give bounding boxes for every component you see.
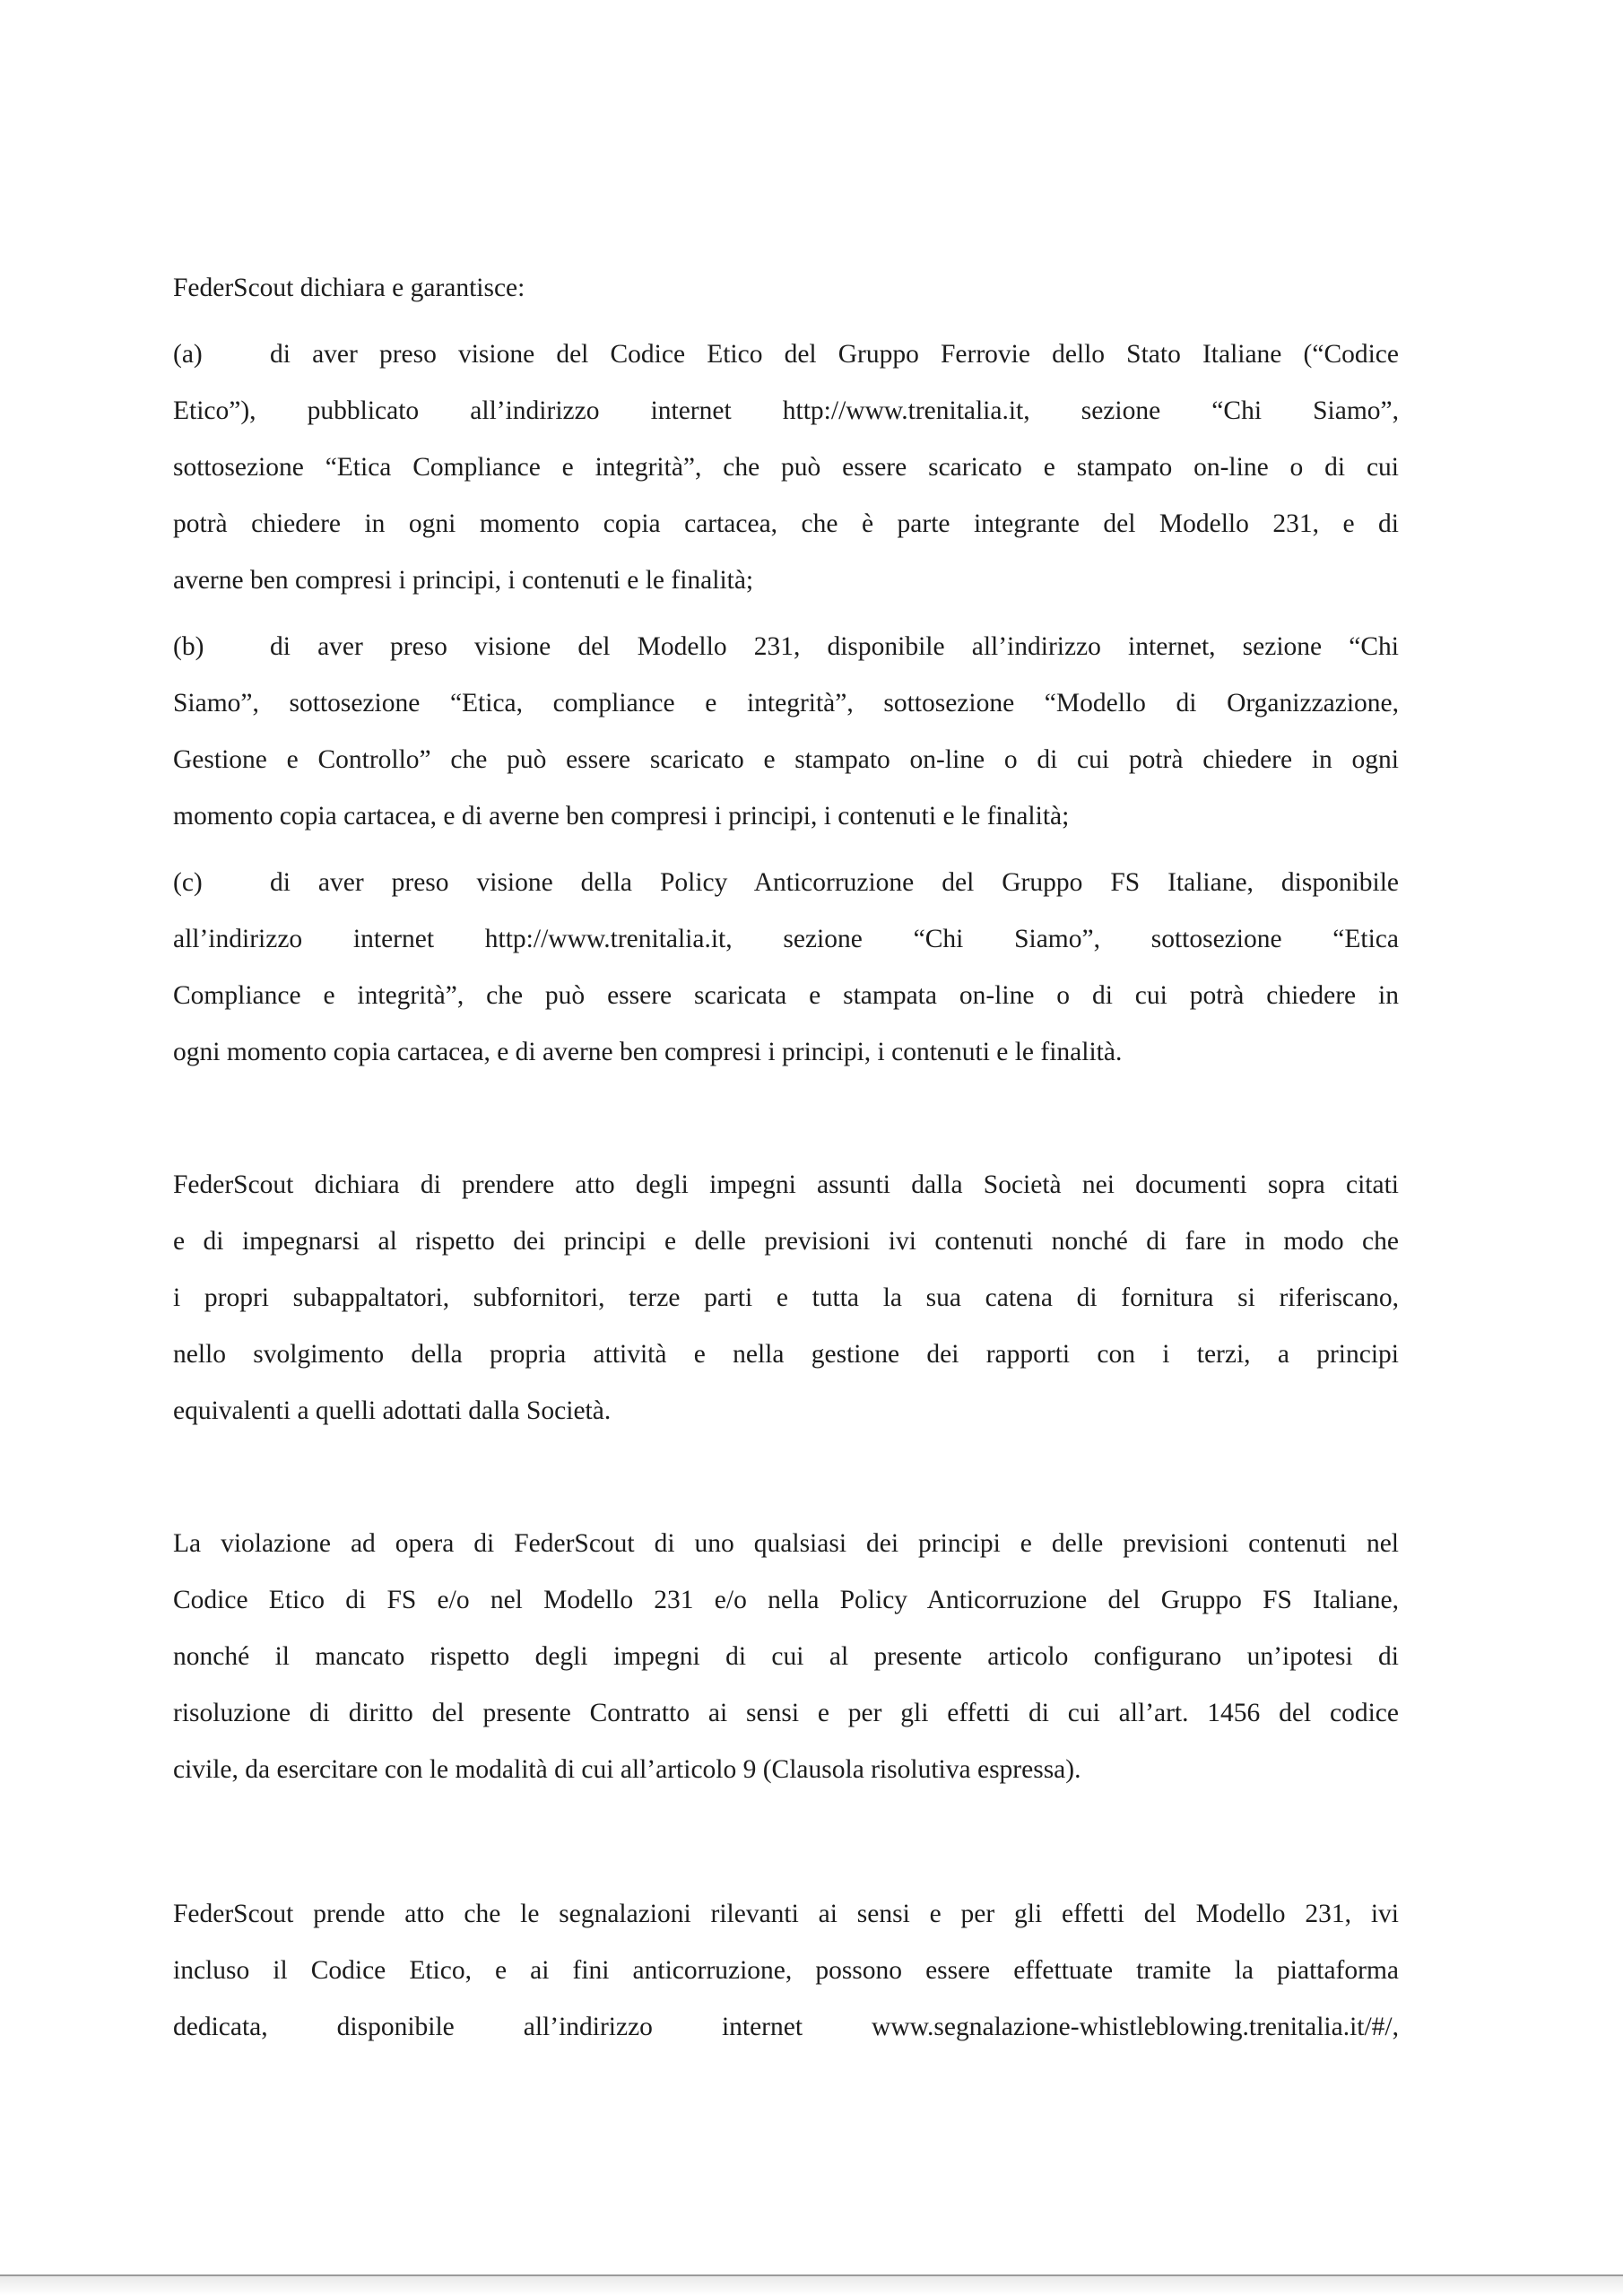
para3-line-3: nonché il mancato rispetto degli impegni di cui al presente articolo configurano un’ipotesi di bbox=[173, 1642, 1399, 1671]
item-c-line-2: all’indirizzo internet http://www.trenitalia.it, sezione “Chi Siamo”, sottosezione “Etica bbox=[173, 925, 1399, 953]
item-b-line-4: momento copia cartacea, e di averne ben compresi i principi, i contenuti e le finalità; bbox=[173, 802, 1070, 831]
item-a-label: (a) bbox=[173, 340, 203, 369]
scan-bottom-shade bbox=[0, 2276, 1623, 2296]
para3-line-1: La violazione ad opera di FederScout di uno qualsiasi dei principi e delle previsioni contenuti nel bbox=[173, 1529, 1399, 1558]
item-c-label: (c) bbox=[173, 868, 203, 897]
para4-line-1: FederScout prende atto che le segnalazioni rilevanti ai sensi e per gli effetti del Modello 231, ivi bbox=[173, 1900, 1399, 1928]
item-a-line-1 bbox=[173, 338, 1399, 370]
para2-line-4: nello svolgimento della propria attività e nella gestione dei rapporti con i terzi, a principi bbox=[173, 1340, 1399, 1369]
item-b-text-1: di aver preso visione del Modello 231, disponibile all’indirizzo internet, sezione “Chi bbox=[270, 632, 1399, 661]
para2-line-3: i propri subappaltatori, subfornitori, terze parti e tutta la sua catena di fornitura si riferiscano, bbox=[173, 1283, 1399, 1312]
item-c-text-1: di aver preso visione della Policy Anticorruzione del Gruppo FS Italiane, disponibile bbox=[270, 868, 1399, 897]
item-b-line-3: Gestione e Controllo” che può essere scaricato e stampato on-line o di cui potrà chiedere in ogni bbox=[173, 745, 1399, 774]
para2-line-2: e di impegnarsi al rispetto dei principi e delle previsioni ivi contenuti nonché di fare in modo che bbox=[173, 1227, 1399, 1256]
item-c-line-4: ogni momento copia cartacea, e di averne ben compresi i principi, i contenuti e le finalità. bbox=[173, 1038, 1123, 1066]
item-b-label: (b) bbox=[173, 632, 204, 661]
item-a-line-4: potrà chiedere in ogni momento copia cartacea, che è parte integrante del Modello 231, e di bbox=[173, 509, 1399, 538]
para4-line-3: dedicata, disponibile all’indirizzo internet www.segnalazione-whistleblowing.trenitalia.it/#/, bbox=[173, 2013, 1399, 2041]
item-b-line-1 bbox=[173, 631, 1399, 663]
item-a-line-2: Etico”), pubblicato all’indirizzo internet http://www.trenitalia.it, sezione “Chi Siamo”, bbox=[173, 396, 1399, 425]
intro-text: FederScout dichiara e garantisce: bbox=[173, 274, 525, 302]
para3-line-5: civile, da esercitare con le modalità di cui all’articolo 9 (Clausola risolutiva espressa). bbox=[173, 1755, 1081, 1784]
para3-line-2: Codice Etico di FS e/o nel Modello 231 e/o nella Policy Anticorruzione del Gruppo FS Italiane, bbox=[173, 1586, 1399, 1614]
para4-line-2: incluso il Codice Etico, e ai fini anticorruzione, possono essere effettuate tramite la piattaforma bbox=[173, 1956, 1399, 1985]
item-a-line-3: sottosezione “Etica Compliance e integrità”, che può essere scaricato e stampato on-line o di cui bbox=[173, 453, 1399, 482]
para2-line-1: FederScout dichiara di prendere atto degli impegni assunti dalla Società nei documenti sopra citati bbox=[173, 1170, 1399, 1199]
para2-line-5: equivalenti a quelli adottati dalla Società. bbox=[173, 1396, 612, 1425]
item-a-text-1: di aver preso visione del Codice Etico del Gruppo Ferrovie dello Stato Italiane (“Codice bbox=[270, 340, 1399, 369]
item-c-line-3: Compliance e integrità”, che può essere scaricata e stampata on-line o di cui potrà chiedere in bbox=[173, 981, 1399, 1010]
item-c-line-1 bbox=[173, 866, 1399, 899]
item-a-line-5: averne ben compresi i principi, i contenuti e le finalità; bbox=[173, 566, 754, 595]
para3-line-4: risoluzione di diritto del presente Contratto ai sensi e per gli effetti di cui all’art. 1456 del codice bbox=[173, 1699, 1399, 1727]
item-b-line-2: Siamo”, sottosezione “Etica, compliance e integrità”, sottosezione “Modello di Organizzazione, bbox=[173, 689, 1399, 718]
